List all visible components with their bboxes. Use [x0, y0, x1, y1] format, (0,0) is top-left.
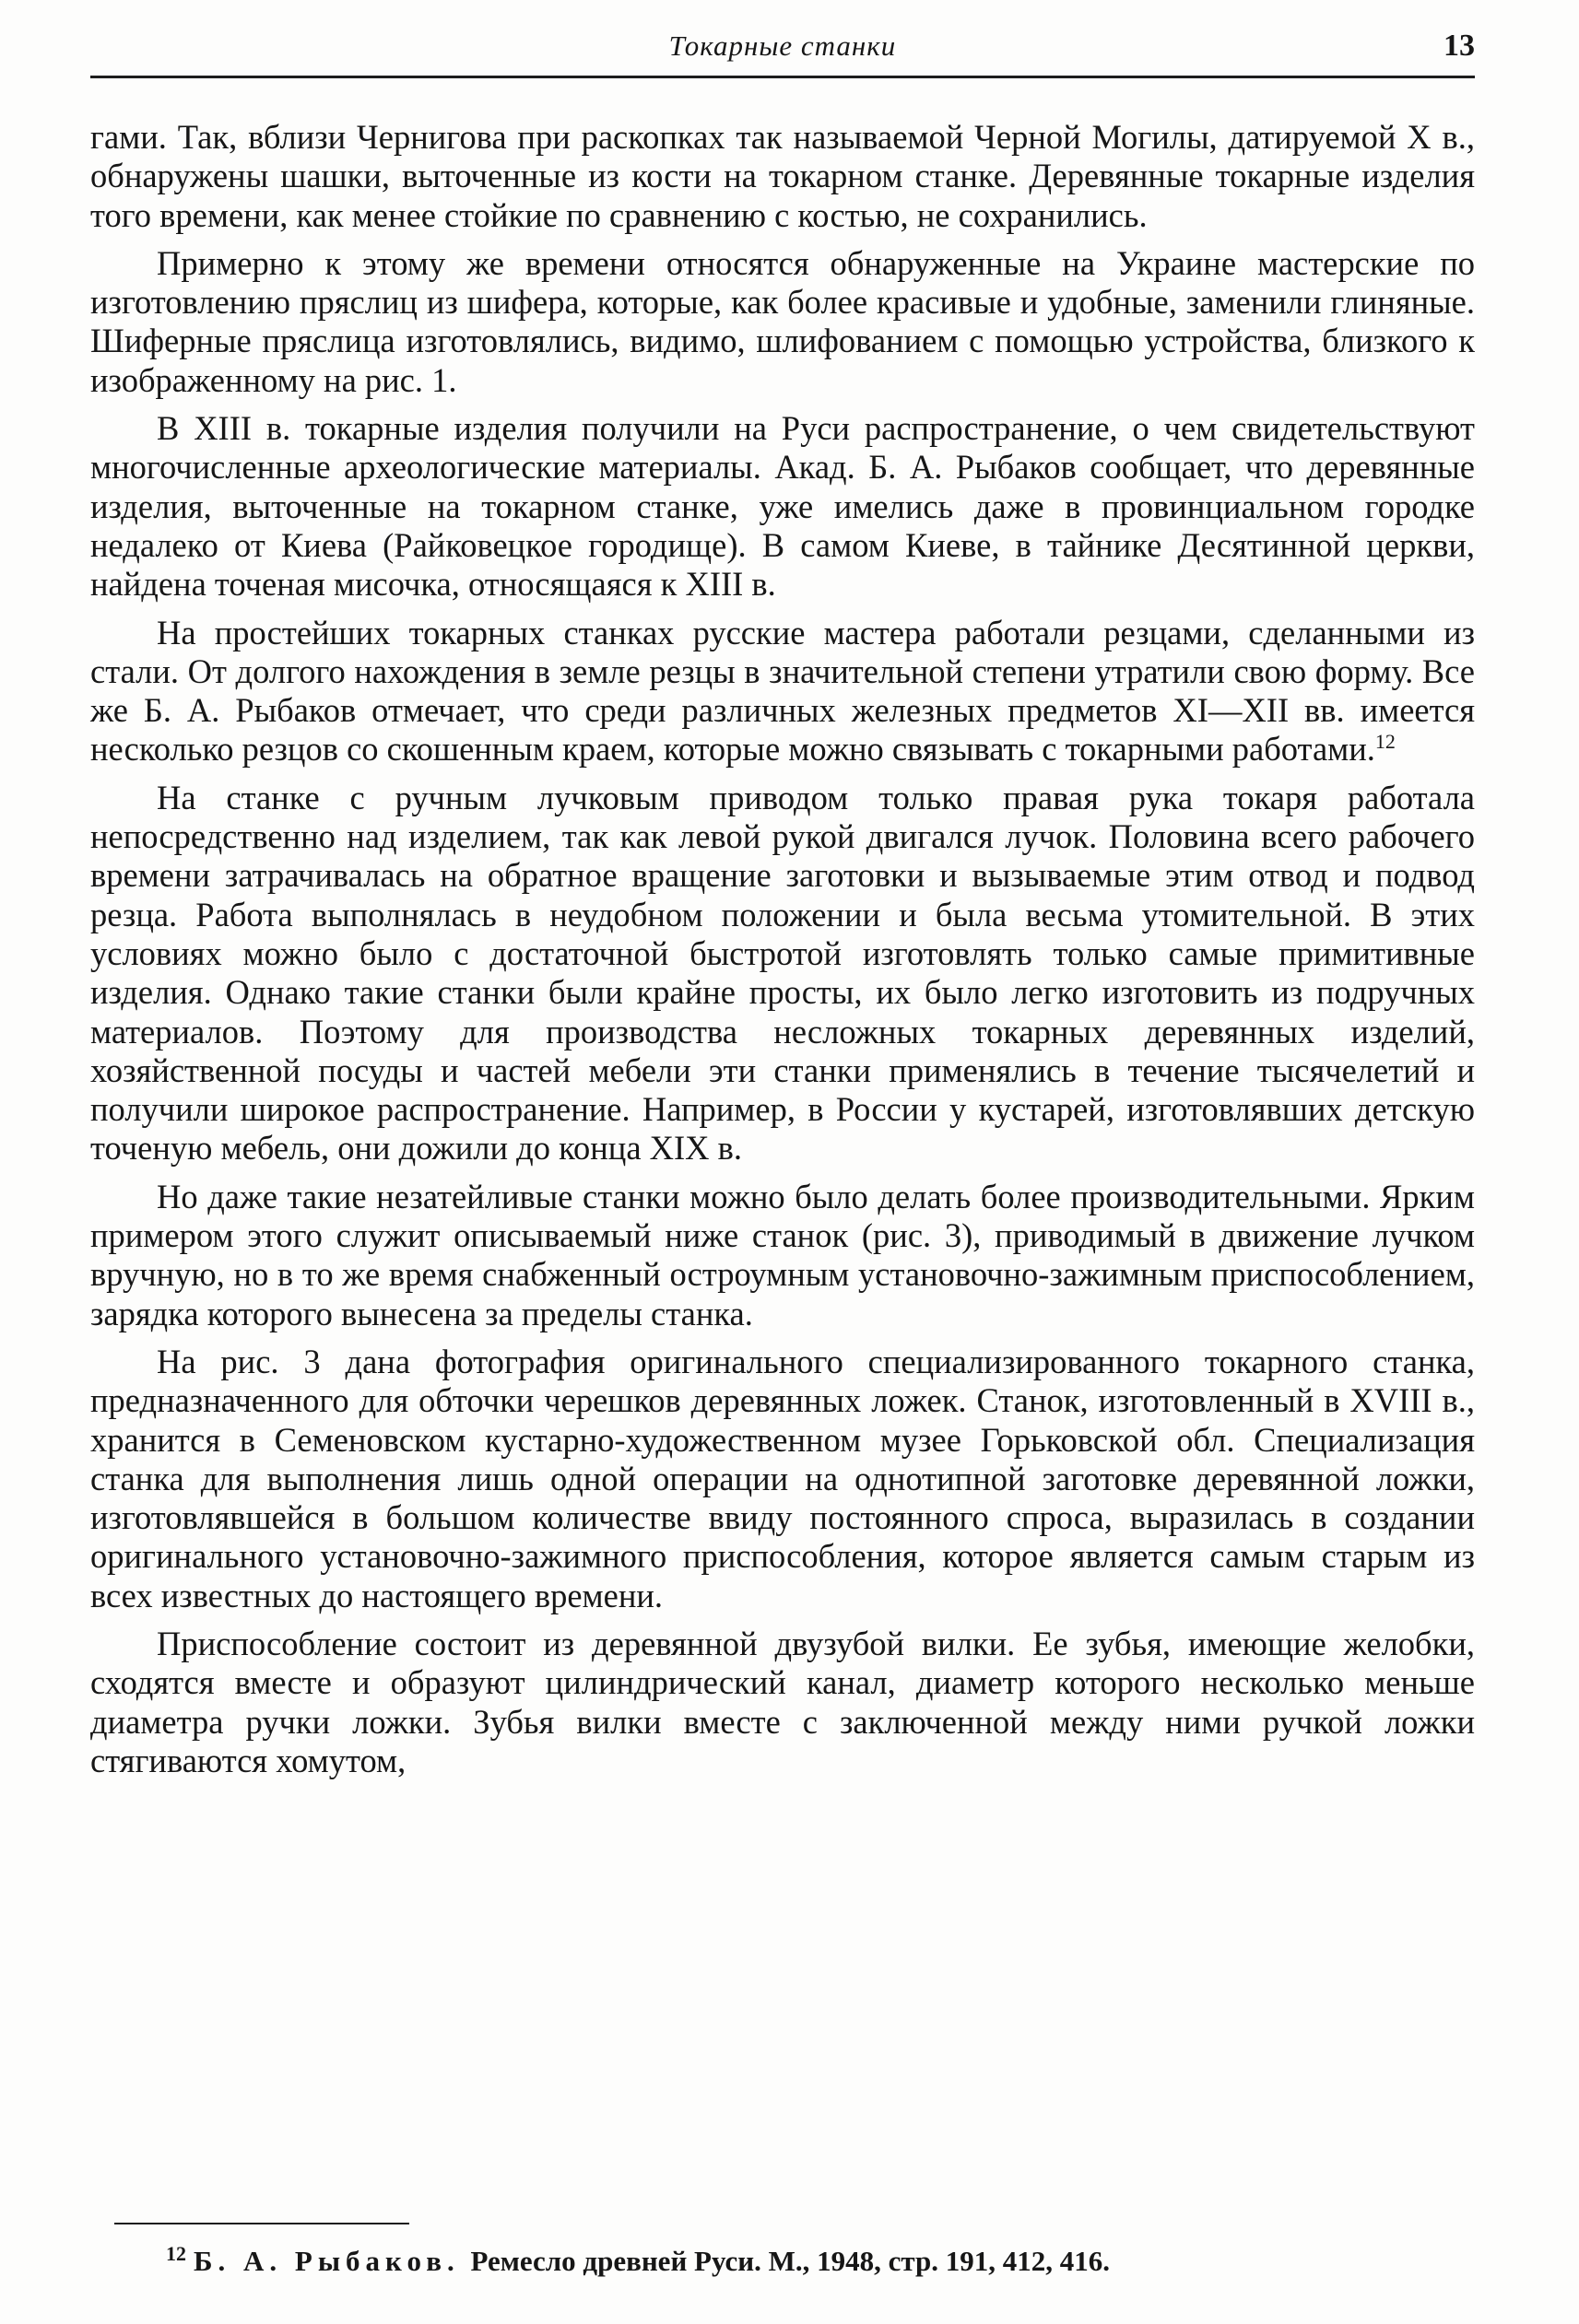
footnote-number: 12: [166, 2241, 186, 2265]
page-number: 13: [1443, 29, 1475, 63]
paragraph-text: Примерно к этому же времени относятся обнаруженные на Украине мастерские по изготовлению пряслиц из шифера, которые, как более красивые и удобные, заменили глиняные. Шиферные пряслица изготовлялись, видимо, шлифованием с помощью устройства, близкого к изображенному на рис. 1.: [90, 243, 1475, 399]
paragraph-text: Но даже такие незатейливые станки можно было делать более производительными. Ярким примером этого служит описываемый ниже станок (рис. 3), приводимый в движение лучком вручную, но в то же время снабженный остроумным установочно-зажимным приспособлением, зарядка которого вынесена за пределы станка.: [90, 1177, 1475, 1332]
paragraph: [90, 118, 1475, 235]
paragraph-text: На простейших токарных станках русские мастера работали резцами, сделанными из стали. От долгого нахождения в земле резцы в значительной степени утратили свою форму. Все же Б. А. Рыбаков отмечает, что среди различных железных предметов XI—XII вв. имеется несколько резцов со скошенным краем, которые можно связывать с токарными работами.: [90, 613, 1475, 769]
footnote: [166, 2241, 1475, 2282]
paragraph-text: На рис. 3 дана фотография оригинального специализированного токарного станка, предназначенного для обточки черешков деревянных ложек. Станок, изготовленный в XVIII в., хранится в Семеновском кустарно-художественном музее Горьковской обл. Специализация станка для выполнения лишь одной операции на однотипной заготовке деревянной ложки, изготовлявшейся в большом количестве ввиду постоянного спроса, выразилась в создании оригинального установочно-зажимного приспособления, которое является самым старым из всех известных до настоящего времени.: [90, 1342, 1475, 1614]
main-text: [90, 118, 1475, 1790]
paragraph: [90, 1625, 1475, 1780]
footnote-reference[interactable]: 12: [1374, 730, 1396, 754]
paragraph: [90, 614, 1475, 769]
paragraph: [90, 1178, 1475, 1333]
running-header: [90, 26, 1475, 78]
paragraph: [90, 409, 1475, 604]
footnote-author: Б. А. Рыбаков.: [194, 2245, 460, 2277]
paragraph-text: Приспособление состоит из деревянной двузубой вилки. Ее зубья, имеющие желобки, сходятся вместе и образуют цилиндрический канал, диаметр которого несколько меньше диаметра ручки ложки. Зубья вилки вместе с заключенной между ними ручкой ложки стягиваются хомутом,: [90, 1624, 1475, 1779]
paragraph-text: В XIII в. токарные изделия получили на Руси распространение, о чем свидетельствуют многочисленные археологические материалы. Акад. Б. А. Рыбаков сообщает, что деревянные изделия, выточенные на токарном станке, уже имелись даже в провинциальном городке недалеко от Киева (Райковецкое городище). В самом Киеве, в тайнике Десятинной церкви, найдена точеная мисочка, относящаяся к XIII в.: [90, 409, 1475, 604]
paragraph: [90, 779, 1475, 1168]
running-title: Токарные станки: [668, 29, 897, 62]
paragraph-text: гами. Так, вблизи Чернигова при раскопках так называемой Черной Могилы, датируемой X в., обнаружены шашки, выточенные из кости на токарном станке. Деревянные токарные изделия того времени, как менее стойкие по сравнению с костью, не сохранились.: [90, 118, 1475, 234]
footnote-citation: Ремесло древней Руси. М., 1948, стр. 191, 412, 416.: [470, 2245, 1111, 2277]
paragraph-text: На станке с ручным лучковым приводом только правая рука токаря работала непосредственно над изделием, так как левой рукой двигался лучок. Половина всего рабочего времени затрачивалась на обратное вращение заготовки и вызываемые этим отвод и подвод резца. Работа выполнялась в неудобном положении и была весьма утомительной. В этих условиях можно было с достаточной быстротой изготовлять только самые примитивные изделия. Однако такие станки были крайне просты, их было легко изготовить из подручных материалов. Поэтому для производства несложных токарных деревянных изделий, хозяйственной посуды и частей мебели эти станки применялись в течение тысячелетий и получили широкое распространение. Например, в России у кустарей, изготовлявших детскую точеную мебель, они дожили до конца XIX в.: [90, 778, 1475, 1168]
paragraph: [90, 1343, 1475, 1615]
paragraph: [90, 244, 1475, 400]
footnote-divider: [114, 2223, 409, 2224]
